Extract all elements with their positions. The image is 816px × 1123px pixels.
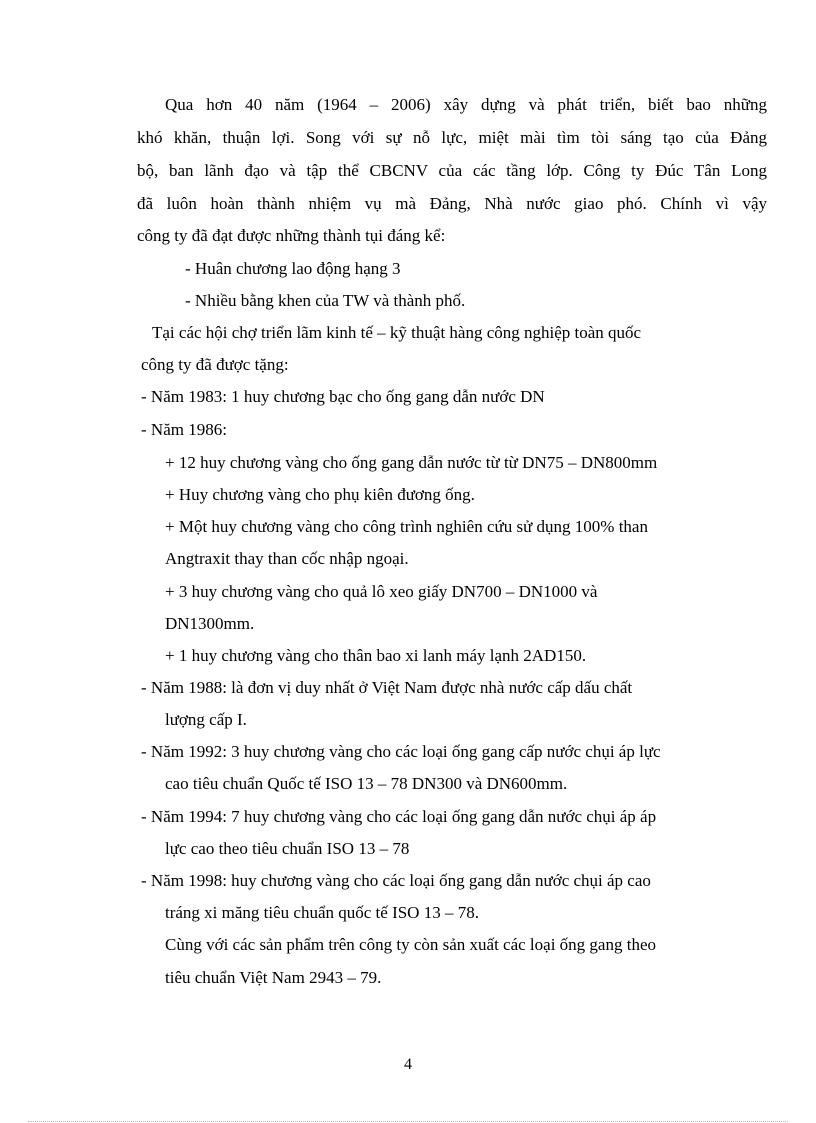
year-1992-item: - Năm 1992: 3 huy chương vàng cho các loại ống gang cấp nước chụi áp lực <box>141 742 661 761</box>
year-1986-subitem: + 12 huy chương vàng cho ống gang dẫn nước từ từ DN75 – DN800mm <box>165 453 658 472</box>
year-1988-item-cont: lượng cấp I. <box>165 710 247 729</box>
intro-line: khó khăn, thuận lợi. Song với sự nỗ lực, miệt mài tìm tòi sáng tạo của Đảng <box>137 128 767 147</box>
year-1992-item-cont: cao tiêu chuẩn Quốc tế ISO 13 – 78 DN300 và DN600mm. <box>165 774 568 793</box>
year-1986-subitem: Angtraxit thay than cốc nhập ngoại. <box>165 549 409 568</box>
year-1988-item: - Năm 1988: là đơn vị duy nhất ở Việt Nam được nhà nước cấp dấu chất <box>141 678 633 697</box>
year-1986-subitem: + 3 huy chương vàng cho quả lô xeo giấy DN700 – DN1000 và <box>165 582 598 601</box>
year-1998-item: - Năm 1998: huy chương vàng cho các loại ống gang dẫn nước chụi áp cao <box>141 871 651 890</box>
intro-line: công ty đã đạt được những thành tụi đáng kể: <box>137 226 446 245</box>
year-1986-subitem: + Một huy chương vàng cho công trình nghiên cứu sử dụng 100% than <box>165 517 648 536</box>
year-1986-item: - Năm 1986: <box>141 420 227 439</box>
year-1986-subitem: DN1300mm. <box>165 614 255 633</box>
fair-line: công ty đã được tặng: <box>141 355 289 374</box>
award-item: - Huân chương lao động hạng 3 <box>185 259 401 278</box>
year-1986-subitem: + Huy chương vàng cho phụ kiên đương ống. <box>165 485 475 504</box>
year-1986-subitem: + 1 huy chương vàng cho thân bao xi lanh máy lạnh 2AD150. <box>165 646 587 665</box>
year-1998-item-cont: tráng xi măng tiêu chuẩn quốc tế ISO 13 – 78. <box>165 903 479 922</box>
intro-line: đã luôn hoàn thành nhiệm vụ mà Đảng, Nhà nước giao phó. Chính vì vậy <box>137 194 767 213</box>
closing-line: tiêu chuẩn Việt Nam 2943 – 79. <box>165 968 382 987</box>
page-divider <box>28 1121 788 1122</box>
intro-line: bộ, ban lãnh đạo và tập thể CBCNV của các tầng lớp. Công ty Đúc Tân Long <box>137 161 767 180</box>
year-1994-item-cont: lực cao theo tiêu chuẩn ISO 13 – 78 <box>165 839 410 858</box>
page-number: 4 <box>404 1056 412 1073</box>
closing-line: Cùng với các sản phẩm trên công ty còn sản xuất các loại ống gang theo <box>165 935 656 954</box>
year-1994-item: - Năm 1994: 7 huy chương vàng cho các loại ống gang dẫn nước chụi áp áp <box>141 807 657 826</box>
award-item: - Nhiều bằng khen của TW và thành phố. <box>185 291 466 310</box>
intro-line: Qua hơn 40 năm (1964 – 2006) xây dựng và phát triển, biết bao những <box>165 95 767 114</box>
fair-line: Tại các hội chợ triển lãm kinh tế – kỹ thuật hàng công nghiệp toàn quốc <box>152 323 642 342</box>
year-1983-item: - Năm 1983: 1 huy chương bạc cho ống gang dẫn nước DN <box>141 387 545 406</box>
